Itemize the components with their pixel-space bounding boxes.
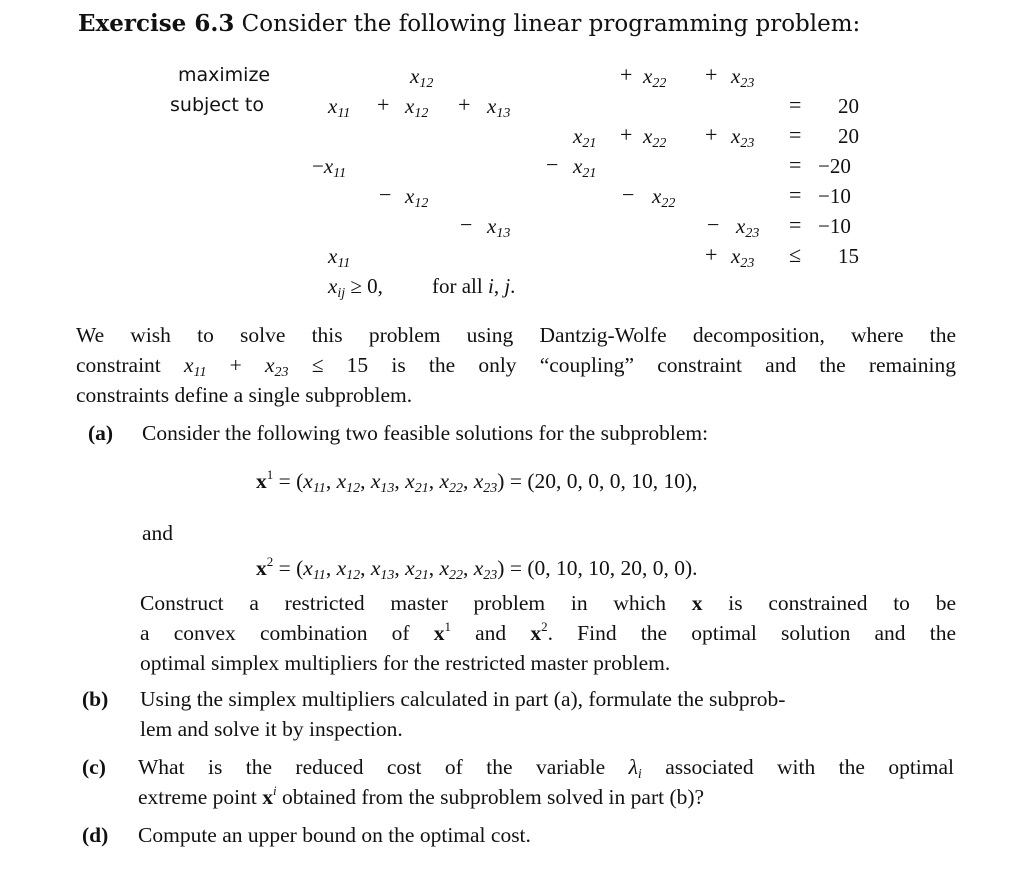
c6-rhs: 15 xyxy=(838,244,859,268)
c6-plus: + xyxy=(705,242,718,267)
obj-x23: $x_{23}$ xyxy=(731,64,755,91)
obj-plus-2: + xyxy=(705,62,718,87)
c5-rhs: −10 xyxy=(818,214,851,238)
obj-x22: $x_{22}$ xyxy=(643,64,667,91)
c3-neg-x11: $-x_{11}$ xyxy=(312,154,347,181)
c5-minus-1: − xyxy=(460,212,473,237)
c1-x12: $x_{12}$ xyxy=(405,94,429,121)
decomposition-paragraph xyxy=(76,320,956,410)
c2-relation: = xyxy=(789,122,802,147)
exercise-intro: Consider the following linear programming problem: xyxy=(241,11,861,37)
c2-x23: $x_{23}$ xyxy=(731,124,755,151)
part-d-text: Compute an upper bound on the optimal cost. xyxy=(138,823,531,847)
part-b-label: (b) xyxy=(82,687,109,711)
b-line2: lem and solve it by inspection. xyxy=(140,717,403,741)
exercise-label: Exercise 6.3 xyxy=(78,10,235,37)
c3-x21: $x_{21}$ xyxy=(573,154,597,181)
part-c-text xyxy=(138,752,954,812)
c3-rhs: −20 xyxy=(818,154,851,178)
c3-relation: = xyxy=(789,152,802,177)
exercise-heading xyxy=(78,10,860,38)
part-a-label: (a) xyxy=(88,421,114,445)
c2-x22: $x_{22}$ xyxy=(643,124,667,151)
c5-minus-2: − xyxy=(707,212,720,237)
c-line2: extreme point $x^i$ obtained from the subproblem solved in part (b)? xyxy=(138,783,705,809)
p1-line2: constraint $x_{11} + x_{23} \le 15$ is the only “coupling” constraint and the remaining xyxy=(76,353,956,380)
c5-relation: = xyxy=(789,212,802,237)
p1-line1: We wish to solve this problem using Dantzig-Wolfe decomposition, where the xyxy=(76,323,956,347)
b-line1: Using the simplex multipliers calculated in part (a), formulate the subprob- xyxy=(140,687,786,711)
obj-plus-1: + xyxy=(620,62,633,87)
a2-line3: optimal simplex multipliers for the restricted master problem. xyxy=(140,651,671,675)
p1-line3: constraints define a single subproblem. xyxy=(76,383,413,407)
x2-equation: $x^2 = (x_{11}$, $x_{12}$, $x_{13}$, $x_{21}$, $x_{22}$, $x_{23}) = (0$, 10, 10, 20, 0, 0). xyxy=(256,554,698,583)
part-a-text: Consider the following two feasible solutions for the subproblem: xyxy=(142,421,709,445)
nonneg-label: for all i, j. xyxy=(432,274,516,298)
c2-rhs: 20 xyxy=(838,124,859,148)
c1-x13: $x_{13}$ xyxy=(487,94,511,121)
part-b-text xyxy=(140,684,956,744)
a2-line1: Construct a restricted master problem in which x is constrained to be xyxy=(140,591,956,615)
maximize-keyword: maximize xyxy=(178,64,271,86)
c1-plus-1: + xyxy=(377,92,390,117)
and-word: and xyxy=(142,521,174,545)
c4-x12: $x_{12}$ xyxy=(405,184,429,211)
c5-x13: $x_{13}$ xyxy=(487,214,511,241)
c4-x22: $x_{22}$ xyxy=(652,184,676,211)
c5-x23: $x_{23}$ xyxy=(736,214,760,241)
c3-minus: − xyxy=(546,152,559,177)
a2-line2: a convex combination of $x^1$ and $x^2$. Find the optimal solution and the xyxy=(140,619,956,645)
c1-plus-2: + xyxy=(458,92,471,117)
c-line1: What is the reduced cost of the variable $\lambda_i$ associated with the optimal xyxy=(138,755,955,782)
obj-x12: $x_{12}$ xyxy=(410,64,434,91)
c2-plus-2: + xyxy=(705,122,718,147)
part-a-instructions xyxy=(140,588,956,678)
c6-x23: $x_{23}$ xyxy=(731,244,755,271)
subject-to-keyword: subject to xyxy=(170,94,264,116)
c6-x11: $x_{11}$ xyxy=(328,244,351,271)
c2-x21: $x_{21}$ xyxy=(573,124,597,151)
c4-rhs: −10 xyxy=(818,184,851,208)
c1-x11: $x_{11}$ xyxy=(328,94,351,121)
x1-equation: $x^1 = (x_{11}$, $x_{12}$, $x_{13}$, $x_{21}$, $x_{22}$, $x_{23}) = (20$, 0, 0, 0, 10, 10), xyxy=(256,467,698,496)
nonneg-constraint: $x_{ij} \ge 0$, xyxy=(328,274,383,301)
part-c-label: (c) xyxy=(82,755,106,779)
c4-minus-1: − xyxy=(379,182,392,207)
c6-relation: ≤ xyxy=(789,242,802,267)
c1-rhs: 20 xyxy=(838,94,859,118)
part-d-label: (d) xyxy=(82,823,109,847)
c4-relation: = xyxy=(789,182,802,207)
c1-relation: = xyxy=(789,92,802,117)
c4-minus-2: − xyxy=(622,182,635,207)
c2-plus-1: + xyxy=(620,122,633,147)
